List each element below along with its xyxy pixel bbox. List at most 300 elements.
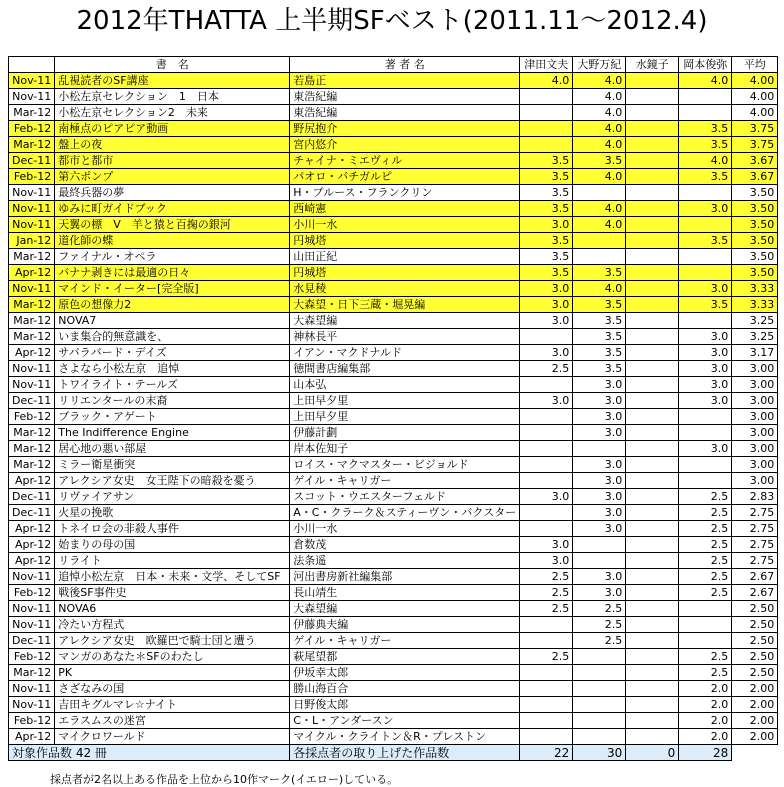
row-score: 2.5 <box>679 505 732 521</box>
row-score: 2.5 <box>520 361 573 377</box>
row-author: 法条遥 <box>290 553 520 569</box>
table-row <box>9 537 778 553</box>
table-row <box>9 185 778 201</box>
row-score <box>520 633 573 649</box>
row-author: 伊藤典夫編 <box>290 617 520 633</box>
row-date: Nov-11 <box>9 377 55 393</box>
row-author: パオロ・バチガルピ <box>290 169 520 185</box>
row-score: 3.5 <box>573 313 626 329</box>
row-score <box>573 249 626 265</box>
row-title: 天翼の標 V 羊と猿と百掬の銀河 <box>55 217 290 233</box>
row-score: 3.0 <box>573 377 626 393</box>
row-score: 4.0 <box>573 281 626 297</box>
row-title: ファイナル・オペラ <box>55 249 290 265</box>
row-score: 4.0 <box>679 153 732 169</box>
row-title: 乱視読者のSF講座 <box>55 73 290 89</box>
row-author: 円城塔 <box>290 265 520 281</box>
row-author: 倉数茂 <box>290 537 520 553</box>
row-date: Dec-11 <box>9 489 55 505</box>
row-title: マンガのあなた＊SFのわたし <box>55 649 290 665</box>
row-score <box>520 665 573 681</box>
row-author: H・ブルース・フランクリン <box>290 185 520 201</box>
row-score: 3.0 <box>573 505 626 521</box>
row-score: 2.5 <box>520 649 573 665</box>
row-title: いま集合的無意識を、 <box>55 329 290 345</box>
row-author: ロイス・マクマスター・ビジョルド <box>290 457 520 473</box>
row-date: Dec-11 <box>9 633 55 649</box>
row-score: 2.5 <box>679 553 732 569</box>
row-score <box>573 233 626 249</box>
row-title: アレクシア女史 女王陛下の暗殺を憂う <box>55 473 290 489</box>
row-average: 2.50 <box>732 665 778 681</box>
row-score <box>626 729 679 745</box>
row-score <box>626 553 679 569</box>
row-score <box>626 377 679 393</box>
row-title: 最終兵器の夢 <box>55 185 290 201</box>
row-score: 3.0 <box>573 585 626 601</box>
row-title: 南極点のピアピア動画 <box>55 121 290 137</box>
row-date: Feb-12 <box>9 121 55 137</box>
row-average: 4.00 <box>732 89 778 105</box>
table-row <box>9 377 778 393</box>
table-row <box>9 281 778 297</box>
row-score: 3.0 <box>573 521 626 537</box>
row-score <box>520 473 573 489</box>
row-score <box>626 89 679 105</box>
row-average: 3.00 <box>732 441 778 457</box>
row-author: チャイナ・ミエヴィル <box>290 153 520 169</box>
table-row <box>9 505 778 521</box>
table-row <box>9 89 778 105</box>
table-row <box>9 265 778 281</box>
row-score: 4.0 <box>573 105 626 121</box>
row-score: 2.0 <box>679 729 732 745</box>
header-reviewer: 津田文夫 <box>520 57 573 73</box>
row-score: 3.5 <box>679 233 732 249</box>
row-average: 3.00 <box>732 409 778 425</box>
row-score: 4.0 <box>573 201 626 217</box>
row-score <box>626 281 679 297</box>
row-score <box>626 249 679 265</box>
row-score <box>520 457 573 473</box>
table-row <box>9 217 778 233</box>
table-row <box>9 713 778 729</box>
row-score: 2.5 <box>573 601 626 617</box>
row-score: 3.0 <box>573 489 626 505</box>
row-average: 2.83 <box>732 489 778 505</box>
row-score: 3.5 <box>679 169 732 185</box>
row-date: Mar-12 <box>9 297 55 313</box>
row-date: Apr-12 <box>9 345 55 361</box>
row-date: Nov-11 <box>9 569 55 585</box>
row-author: 宮内悠介 <box>290 137 520 153</box>
row-author: A・C・クラーク＆スティーヴン・バクスター <box>290 505 520 521</box>
row-score: 4.0 <box>573 89 626 105</box>
row-score: 3.0 <box>573 569 626 585</box>
row-author: 上田早夕里 <box>290 409 520 425</box>
row-date: Jan-12 <box>9 233 55 249</box>
row-score: 3.5 <box>520 233 573 249</box>
row-score: 4.0 <box>573 73 626 89</box>
row-score <box>626 569 679 585</box>
row-author: 円城塔 <box>290 233 520 249</box>
row-score <box>573 441 626 457</box>
row-average: 2.50 <box>732 601 778 617</box>
picked-count: 22 <box>520 745 573 761</box>
row-score: 3.5 <box>573 265 626 281</box>
row-title: 吉田キグルマレ☆ナイト <box>55 697 290 713</box>
row-date: Nov-11 <box>9 601 55 617</box>
table-row <box>9 649 778 665</box>
row-score: 2.5 <box>573 617 626 633</box>
row-score <box>626 217 679 233</box>
row-score <box>626 505 679 521</box>
row-score: 3.0 <box>573 473 626 489</box>
row-score: 3.5 <box>679 297 732 313</box>
row-average: 3.00 <box>732 473 778 489</box>
row-score <box>679 601 732 617</box>
row-average: 3.75 <box>732 137 778 153</box>
row-date: Feb-12 <box>9 409 55 425</box>
header-title: 書 名 <box>55 57 290 73</box>
table-row <box>9 553 778 569</box>
works-count: 対象作品数 42 冊 <box>9 745 290 761</box>
row-score: 3.0 <box>679 361 732 377</box>
row-date: Apr-12 <box>9 473 55 489</box>
table-row <box>9 665 778 681</box>
header-reviewer: 水鏡子 <box>626 57 679 73</box>
row-score <box>520 713 573 729</box>
row-date: Apr-12 <box>9 729 55 745</box>
row-date: Dec-11 <box>9 153 55 169</box>
row-score <box>626 297 679 313</box>
table-row <box>9 137 778 153</box>
row-date: Dec-11 <box>9 393 55 409</box>
row-average: 3.33 <box>732 281 778 297</box>
row-date: Nov-11 <box>9 617 55 633</box>
row-average: 3.25 <box>732 313 778 329</box>
row-title: 小松左京セレクション2 未来 <box>55 105 290 121</box>
row-average: 2.67 <box>732 585 778 601</box>
row-score <box>679 105 732 121</box>
table-row <box>9 105 778 121</box>
header-reviewer: 大野万紀 <box>573 57 626 73</box>
row-average: 3.50 <box>732 201 778 217</box>
row-title: 始まりの母の国 <box>55 537 290 553</box>
row-date: Nov-11 <box>9 361 55 377</box>
row-title: 追悼小松左京 日本・未来・文学、そしてSF <box>55 569 290 585</box>
row-score: 3.0 <box>573 409 626 425</box>
row-score <box>626 201 679 217</box>
row-score: 3.5 <box>573 153 626 169</box>
row-title: リライト <box>55 553 290 569</box>
row-average: 2.75 <box>732 505 778 521</box>
row-date: Mar-12 <box>9 665 55 681</box>
row-score <box>679 249 732 265</box>
row-score <box>520 441 573 457</box>
row-score <box>626 521 679 537</box>
row-average: 3.33 <box>732 297 778 313</box>
row-author: 勝山海百合 <box>290 681 520 697</box>
row-date: Mar-12 <box>9 249 55 265</box>
row-title: トワイライト・テールズ <box>55 377 290 393</box>
row-author: 西崎憲 <box>290 201 520 217</box>
row-average: 4.00 <box>732 73 778 89</box>
row-author: 大森望・日下三蔵・堀晃編 <box>290 297 520 313</box>
row-author: 小川一水 <box>290 217 520 233</box>
row-title: さよなら小松左京 追悼 <box>55 361 290 377</box>
row-score <box>626 153 679 169</box>
row-score <box>573 729 626 745</box>
row-date: Nov-11 <box>9 281 55 297</box>
row-average: 3.67 <box>732 153 778 169</box>
row-score <box>626 361 679 377</box>
row-score: 3.0 <box>573 393 626 409</box>
row-date: Nov-11 <box>9 201 55 217</box>
row-average: 2.00 <box>732 713 778 729</box>
row-title: 火星の挽歌 <box>55 505 290 521</box>
table-row <box>9 121 778 137</box>
row-score: 3.5 <box>520 201 573 217</box>
row-score: 3.0 <box>573 457 626 473</box>
row-score: 3.0 <box>520 281 573 297</box>
table-row <box>9 409 778 425</box>
row-date: Feb-12 <box>9 585 55 601</box>
row-score <box>626 425 679 441</box>
row-date: Apr-12 <box>9 265 55 281</box>
row-average: 3.25 <box>732 329 778 345</box>
row-score: 3.0 <box>520 313 573 329</box>
row-score: 3.5 <box>520 249 573 265</box>
row-title: 都市と都市 <box>55 153 290 169</box>
row-score <box>679 633 732 649</box>
row-score <box>520 521 573 537</box>
row-title: 居心地の悪い部屋 <box>55 441 290 457</box>
row-score: 3.0 <box>679 393 732 409</box>
row-score <box>679 617 732 633</box>
row-author: 東浩紀編 <box>290 89 520 105</box>
row-score: 3.0 <box>573 425 626 441</box>
row-score <box>626 105 679 121</box>
table-row <box>9 313 778 329</box>
row-score <box>520 425 573 441</box>
row-date: Nov-11 <box>9 217 55 233</box>
row-score: 2.5 <box>679 569 732 585</box>
row-score <box>626 441 679 457</box>
row-score: 2.5 <box>573 633 626 649</box>
row-score <box>520 137 573 153</box>
row-score: 3.0 <box>520 553 573 569</box>
header-average: 平均 <box>732 57 778 73</box>
table-row <box>9 361 778 377</box>
row-average: 2.50 <box>732 633 778 649</box>
row-title: マイクロワールド <box>55 729 290 745</box>
row-title: リヴァイアサン <box>55 489 290 505</box>
row-author: 日野俊太郎 <box>290 697 520 713</box>
row-date: Mar-12 <box>9 425 55 441</box>
row-average: 3.50 <box>732 185 778 201</box>
row-score <box>573 185 626 201</box>
row-average: 2.00 <box>732 681 778 697</box>
row-score <box>626 121 679 137</box>
picked-count: 0 <box>626 745 679 761</box>
row-title: 原色の想像力2 <box>55 297 290 313</box>
row-average: 3.75 <box>732 121 778 137</box>
header-reviewer: 岡本俊弥 <box>679 57 732 73</box>
row-date: Nov-11 <box>9 73 55 89</box>
row-average: 2.50 <box>732 617 778 633</box>
row-average: 3.00 <box>732 361 778 377</box>
row-title: 第六ポンプ <box>55 169 290 185</box>
row-score: 2.5 <box>679 537 732 553</box>
row-average: 3.17 <box>732 345 778 361</box>
row-author: 萩尾望都 <box>290 649 520 665</box>
row-author: 山本弘 <box>290 377 520 393</box>
row-date: Feb-12 <box>9 649 55 665</box>
row-date: Nov-11 <box>9 697 55 713</box>
row-author: 神林長平 <box>290 329 520 345</box>
row-score <box>626 665 679 681</box>
row-score <box>626 265 679 281</box>
row-score <box>520 681 573 697</box>
table-row <box>9 297 778 313</box>
row-date: Feb-12 <box>9 713 55 729</box>
row-title: さざなみの国 <box>55 681 290 697</box>
row-average: 3.00 <box>732 457 778 473</box>
table-row <box>9 617 778 633</box>
row-score: 3.0 <box>520 297 573 313</box>
row-date: Mar-12 <box>9 105 55 121</box>
row-author: 長山靖生 <box>290 585 520 601</box>
row-score: 4.0 <box>520 73 573 89</box>
row-score: 2.5 <box>679 521 732 537</box>
header-author: 著 者 名 <box>290 57 520 73</box>
sf-best-table <box>8 56 778 761</box>
row-author: 若島正 <box>290 73 520 89</box>
row-score <box>626 617 679 633</box>
table-row <box>9 633 778 649</box>
table-row <box>9 441 778 457</box>
row-score <box>520 617 573 633</box>
row-date: Mar-12 <box>9 137 55 153</box>
row-score: 3.5 <box>520 185 573 201</box>
row-score <box>679 425 732 441</box>
row-author: 大森望編 <box>290 601 520 617</box>
row-score: 2.0 <box>679 713 732 729</box>
row-author: マイクル・クライトン＆R・プレストン <box>290 729 520 745</box>
row-score: 3.0 <box>679 329 732 345</box>
row-title: バナナ剥きには最適の日々 <box>55 265 290 281</box>
row-score <box>520 121 573 137</box>
row-score <box>626 601 679 617</box>
row-title: 小松左京セレクション 1 日本 <box>55 89 290 105</box>
row-author: 徳間書店編集部 <box>290 361 520 377</box>
row-average: 2.75 <box>732 521 778 537</box>
row-score: 3.0 <box>520 345 573 361</box>
row-score <box>679 265 732 281</box>
row-score <box>626 185 679 201</box>
header-date <box>9 57 55 73</box>
row-average: 2.67 <box>732 569 778 585</box>
row-score <box>573 665 626 681</box>
table-row <box>9 569 778 585</box>
row-score <box>626 393 679 409</box>
row-average: 2.75 <box>732 553 778 569</box>
row-score: 2.0 <box>679 681 732 697</box>
row-date: Mar-12 <box>9 441 55 457</box>
row-score <box>679 409 732 425</box>
row-score: 3.0 <box>679 281 732 297</box>
row-title: エラスムスの迷宮 <box>55 713 290 729</box>
row-author: 小川一水 <box>290 521 520 537</box>
row-title: ゆみに町ガイドブック <box>55 201 290 217</box>
row-author: 大森望編 <box>290 313 520 329</box>
row-author: 岸本佐知子 <box>290 441 520 457</box>
row-date: Nov-11 <box>9 89 55 105</box>
row-score <box>626 649 679 665</box>
row-score <box>626 329 679 345</box>
row-score <box>626 633 679 649</box>
row-title: トネイロ会の非殺人事件 <box>55 521 290 537</box>
row-title: The Indifference Engine <box>55 425 290 441</box>
table-row <box>9 345 778 361</box>
row-score <box>626 73 679 89</box>
row-score <box>626 313 679 329</box>
row-score <box>573 681 626 697</box>
row-date: Nov-11 <box>9 681 55 697</box>
row-average: 3.50 <box>732 265 778 281</box>
row-score <box>520 329 573 345</box>
row-score: 3.5 <box>520 265 573 281</box>
table-row <box>9 457 778 473</box>
row-score: 2.5 <box>679 665 732 681</box>
row-author: 伊藤計劃 <box>290 425 520 441</box>
row-date: Mar-12 <box>9 313 55 329</box>
row-average: 3.00 <box>732 377 778 393</box>
row-score <box>626 473 679 489</box>
row-author: 河出書房新社編集部 <box>290 569 520 585</box>
row-date: Apr-12 <box>9 521 55 537</box>
row-score <box>626 233 679 249</box>
row-score <box>679 473 732 489</box>
row-score: 2.0 <box>679 697 732 713</box>
row-score: 3.5 <box>573 297 626 313</box>
row-average: 2.50 <box>732 649 778 665</box>
row-author: 水見稜 <box>290 281 520 297</box>
row-score: 2.5 <box>520 601 573 617</box>
row-score: 2.5 <box>520 585 573 601</box>
row-average: 3.00 <box>732 393 778 409</box>
row-score <box>626 681 679 697</box>
row-score: 4.0 <box>573 121 626 137</box>
row-title: 冷たい方程式 <box>55 617 290 633</box>
row-date: Nov-11 <box>9 185 55 201</box>
row-author: 東浩紀編 <box>290 105 520 121</box>
row-title: ミラー衛星衝突 <box>55 457 290 473</box>
row-score: 2.5 <box>520 569 573 585</box>
row-author: ゲイル・キャリガー <box>290 473 520 489</box>
row-score <box>520 105 573 121</box>
footnote: 採点者が2名以上ある作品を上位から10作マーク(イエロー)している。 <box>50 773 399 786</box>
row-score: 3.5 <box>573 329 626 345</box>
row-average: 3.67 <box>732 169 778 185</box>
row-score <box>520 729 573 745</box>
row-author: 上田早夕里 <box>290 393 520 409</box>
row-date: Apr-12 <box>9 553 55 569</box>
row-score <box>573 713 626 729</box>
row-score: 2.5 <box>679 489 732 505</box>
row-score <box>573 553 626 569</box>
